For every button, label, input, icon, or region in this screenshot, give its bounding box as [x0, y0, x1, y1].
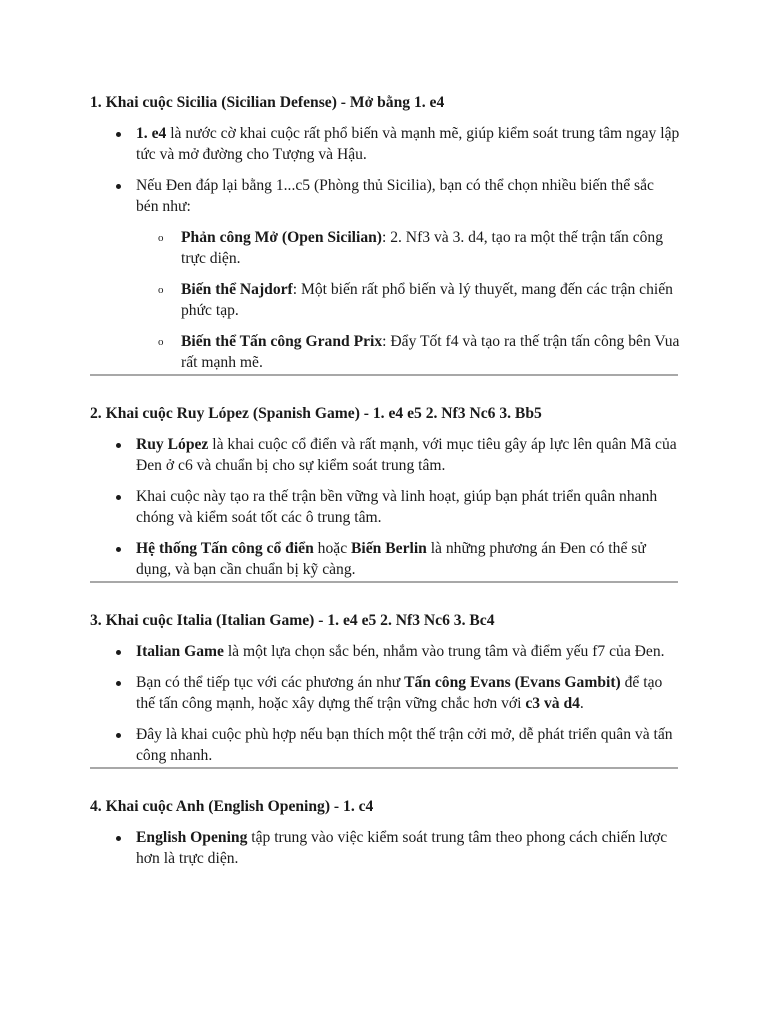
- bold-term: c3 và d4: [525, 695, 580, 712]
- item-text: : Đẩy Tốt f4 và tạo ra thế trận tấn công bên Vua rất mạnh mẽ.: [181, 333, 680, 371]
- bold-term: Biến thể Tấn công Grand Prix: [181, 333, 383, 350]
- list-item: [90, 123, 680, 165]
- section-sicilian: [90, 92, 680, 376]
- sub-list-item: [90, 331, 680, 373]
- item-text: là nước cờ khai cuộc rất phổ biến và mạnh mẽ, giúp kiểm soát trung tâm ngay lập tức và mở đường cho Tượng và Hậu.: [136, 125, 680, 163]
- section-english: [90, 796, 680, 869]
- list-item: [90, 827, 680, 869]
- item-text: Nếu Đen đáp lại bằng 1...c5 (Phòng thủ Sicilia), bạn có thể chọn nhiều biến thể sắc bén như:: [136, 177, 654, 215]
- section-heading: 2. Khai cuộc Ruy López (Spanish Game) - 1. e4 e5 2. Nf3 Nc6 3. Bb5: [90, 405, 542, 422]
- bullet-list: [90, 123, 680, 373]
- bold-term: Hệ thống Tấn công cổ điển: [136, 540, 314, 557]
- bullet-list: [90, 434, 680, 580]
- bold-term: Italian Game: [136, 643, 224, 660]
- sub-bullet-list: [90, 227, 680, 373]
- sub-list-item: [90, 227, 680, 269]
- item-text: là khai cuộc cổ điển và rất mạnh, với mục tiêu gây áp lực lên quân Mã của Đen ở c6 và chuẩn bị cho sự kiểm soát trung tâm.: [136, 436, 677, 474]
- item-text: là một lựa chọn sắc bén, nhắm vào trung tâm và điểm yếu f7 của Đen.: [223, 643, 665, 660]
- list-item: [90, 175, 680, 373]
- list-item: [90, 486, 680, 528]
- section-heading: 3. Khai cuộc Italia (Italian Game) - 1. e4 e5 2. Nf3 Nc6 3. Bc4: [90, 612, 495, 629]
- item-text: .: [579, 695, 584, 712]
- list-item: [90, 724, 680, 766]
- item-text: Bạn có thể tiếp tục với các phương án như: [136, 674, 405, 691]
- list-item: [90, 672, 680, 714]
- section-divider: [90, 581, 678, 583]
- item-text: : Một biến rất phổ biến và lý thuyết, mang đến các trận chiến phức tạp.: [181, 281, 673, 319]
- section-italian: [90, 610, 680, 769]
- sub-list-item: [90, 279, 680, 321]
- bullet-list: [90, 827, 680, 869]
- bullet-list: [90, 641, 680, 766]
- item-text: là những phương án Đen có thể sử dụng, và bạn cần chuẩn bị kỹ càng.: [136, 540, 646, 578]
- bold-term: English Opening: [136, 829, 248, 846]
- item-text: hoặc: [313, 540, 352, 557]
- list-item: [90, 434, 680, 476]
- section-heading: 1. Khai cuộc Sicilia (Sicilian Defense) - Mở bằng 1. e4: [90, 94, 445, 111]
- section-divider: [90, 374, 678, 376]
- item-text: : 2. Nf3 và 3. d4, tạo ra một thế trận tấn công trực diện.: [181, 229, 664, 267]
- section-heading: 4. Khai cuộc Anh (English Opening) - 1. c4: [90, 798, 374, 815]
- bold-term: Biến thể Najdorf: [181, 281, 293, 298]
- bold-term: Ruy López: [136, 436, 209, 453]
- section-ruy-lopez: [90, 403, 680, 583]
- item-text: để tạo thế tấn công mạnh, hoặc xây dựng thế trận vững chắc hơn với: [136, 674, 663, 712]
- bold-term: 1. e4: [136, 125, 167, 142]
- document-page: [90, 92, 680, 869]
- item-text: Đây là khai cuộc phù hợp nếu bạn thích một thế trận cởi mở, dễ phát triển quân và tấn công nhanh.: [136, 726, 673, 764]
- bold-term: Phản công Mở (Open Sicilian): [181, 229, 382, 246]
- bold-term: Biến Berlin: [351, 540, 427, 557]
- item-text: tập trung vào việc kiểm soát trung tâm theo phong cách chiến lược hơn là trực diện.: [136, 829, 668, 867]
- item-text: Khai cuộc này tạo ra thế trận bền vững và linh hoạt, giúp bạn phát triển quân nhanh chóng và kiểm soát tốt các ô trung tâm.: [136, 488, 658, 526]
- bold-term: Tấn công Evans (Evans Gambit): [404, 674, 621, 691]
- section-divider: [90, 767, 678, 769]
- list-item: [90, 538, 680, 580]
- list-item: [90, 641, 680, 662]
